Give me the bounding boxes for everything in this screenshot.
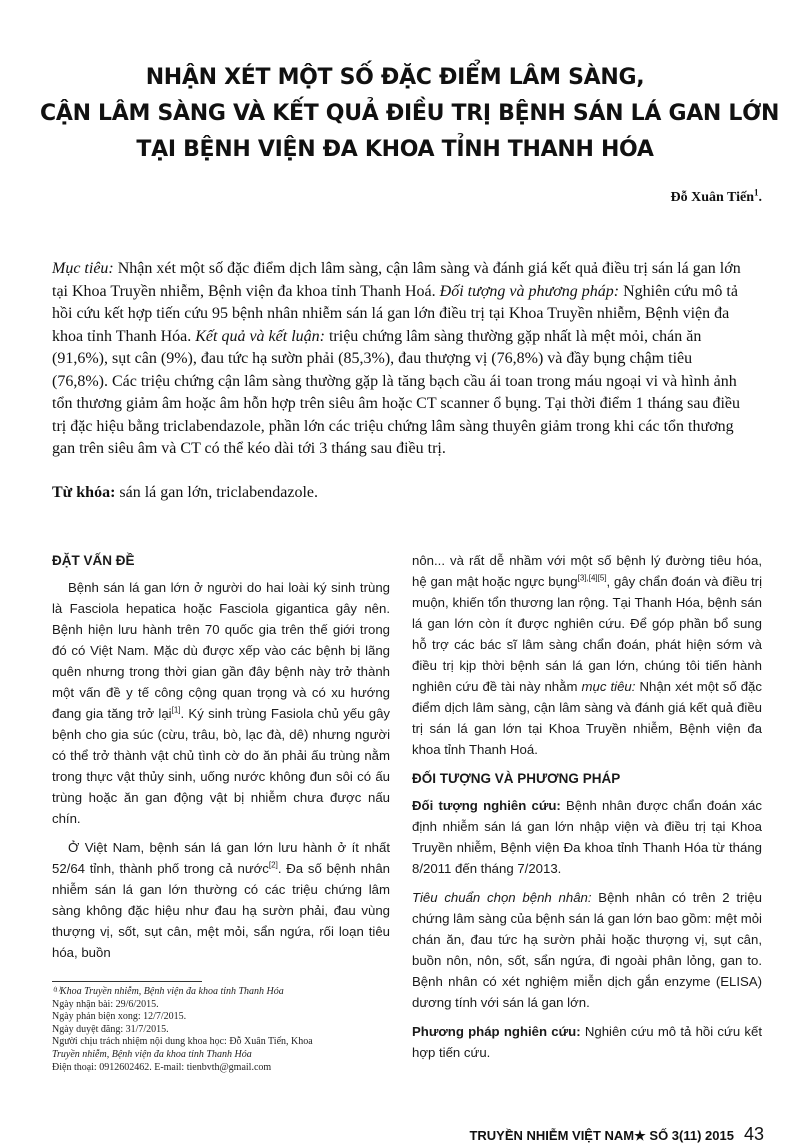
- footnotes: [52, 986, 372, 1074]
- subjects-paragraph: [412, 795, 762, 879]
- intro-paragraph-1: [52, 577, 390, 829]
- right-column: [412, 550, 762, 1063]
- abstract-results: triệu chứng lâm sàng thường gặp nhất là mệt mỏi, chán ăn (91,6%), sụt cân (9%), đau tức hạ sườn phải (85,3%), đau thượng vị (76,8%) và đầy bụng chậm tiêu (76,8%). Các triệu chứng cận lâm sàng thường gặp là tăng bạch cầu ái toan trong máu ngoại vi và hình ảnh tổn thương giảm âm hoặc âm hỗn hợp trên siêu âm hoặc CT scanner ổ bụng. Tại thời điểm 1 tháng sau điều trị đặc hiệu bằng triclabendazole, phần lớn các triệu chứng lâm sàng thuyên giảm trong khi các tổn thương gan trên siêu âm và CT có thể kéo dài tới 3 tháng sau điều trị.: [52, 327, 740, 457]
- criteria-paragraph: [412, 887, 762, 1013]
- intro-cont-text-b: , gây chẩn đoán và điều trị muộn, khiến tổn thương lan rộng. Tại Thanh Hóa, bệnh sán lá gan lớn còn ít được nghiên cứu. Để góp phần bổ sung hỗ trợ các bác sĩ lâm sàng chẩn đoán, phát hiện sớm và điều trị kịp thời bệnh sán lá gan lớn, chúng tôi tiến hành nghiên cứu đề tài này nhằm: [412, 574, 762, 694]
- subjects-text: Bệnh nhân được chẩn đoán xác định nhiễm sán lá gan lớn nhập viện và điều trị tại Khoa Truyền nhiễm, Bệnh viện Đa khoa tỉnh Thanh Hóa từ tháng 8/2011 đến tháng 7/2013.: [412, 798, 762, 876]
- abstract-objective-label: Mục tiêu:: [52, 260, 114, 277]
- title-line-1: NHẬN XÉT MỘT SỐ ĐẶC ĐIỂM LÂM SÀNG,: [145, 65, 645, 90]
- keywords: [52, 484, 752, 502]
- footnote-accepted: Ngày duyệt đăng: 31/7/2015.: [52, 1023, 169, 1035]
- intro-p2-text-b: . Đa số bệnh nhân nhiễm sán lá gan lớn thường có các triệu chứng lâm sàng không đặc hiệu như đau hạ sườn phải, đau vùng thượng vị, sốt, sụt cân, mệt mỏi, sẩn ngứa, rối loạn tiêu hóa, buồn: [52, 861, 390, 960]
- abstract-methods: Nghiên cứu mô tả hồi cứu kết hợp tiến cứu 95 bệnh nhân nhiễm sán lá gan lớn điều trị tại Khoa Truyền nhiễm, Bệnh viện đa khoa tỉnh Thanh Hóa.: [52, 282, 738, 345]
- footnote-affiliation: ⁽¹⁾Khoa Truyền nhiễm, Bệnh viện đa khoa tỉnh Thanh Hóa: [52, 986, 284, 997]
- footnote-contact: Điện thoại: 0912602462. E-mail: tienbvth@gmail.com: [52, 1061, 272, 1073]
- section-heading-methods: ĐỐI TƯỢNG VÀ PHƯƠNG PHÁP: [412, 771, 621, 786]
- abstract-objective: Nhận xét một số đặc điểm dịch lâm sàng, cận lâm sàng và đánh giá kết quả điều trị sán lá gan lớn tại Khoa Truyền nhiễm, Bệnh viện đa khoa tỉnh Thanh Hoá.: [52, 260, 741, 300]
- intro-cont-text-a: nôn... và rất dễ nhầm với một số bệnh lý đường tiêu hóa, hệ gan mật hoặc ngực bụng: [412, 553, 762, 589]
- citation-2: [2]: [268, 860, 278, 870]
- author-suffix: .: [758, 190, 762, 205]
- objective-label: mục tiêu:: [581, 679, 636, 694]
- footnote-divider: [52, 981, 202, 982]
- intro-p1-text-b: . Ký sinh trùng Fasiola chủ yếu gây bệnh cho gia súc (cừu, trâu, bò, lạc đà, dê) nhưng người có thể trở thành vật chủ tình cờ do ăn phải ấu trùng nằm trong thực vật thủy sinh, uống nước không đun sôi có ấu trùng hoặc ăn gan động vật bị nhiễm chưa được nấu chín.: [52, 706, 391, 826]
- intro-p2-text-a: Ở Việt Nam, bệnh sán lá gan lớn lưu hành ở ít nhất 52/64 tỉnh, thành phố trong cả nước: [52, 840, 390, 876]
- section-heading-introduction: ĐẶT VẤN ĐỀ: [52, 553, 135, 568]
- author: [670, 187, 762, 206]
- intro-cont-text-c: Nhận xét một số đặc điểm dịch lâm sàng, cận lâm sàng và đánh giá kết quả điều trị sán lá gan lớn tại Khoa Truyền nhiễm, Bệnh viện đa khoa tỉnh Thanh Hoá.: [412, 679, 762, 757]
- journal-name: TRUYỀN NHIỄM VIỆT NAM★ SỐ 3(11) 2015: [469, 1128, 734, 1143]
- citation-3-5: [3],[4][5]: [577, 573, 607, 583]
- abstract-results-label: Kết quả và kết luận:: [195, 327, 325, 345]
- author-affiliation-mark: 1: [754, 187, 759, 198]
- intro-paragraph-2: [52, 837, 390, 963]
- footnote-received: Ngày nhận bài: 29/6/2015.: [52, 998, 159, 1010]
- author-name: Đỗ Xuân Tiến: [670, 190, 754, 205]
- intro-p1-text-a: Bệnh sán lá gan lớn ở người do hai loài ký sinh trùng là Fasciola hepatica hoặc Fasciola gigantica gây nên. Bệnh hiện lưu hành trên 70 quốc gia trên thế giới trong đó có Việt Nam. Mặc dù được xếp vào các bệnh bị lãng quên nhưng trong thời gian gần đây bệnh này trở thành một vấn đề y tế công cộng quan trọng và có xu hướng đang gia tăng trở lại: [52, 580, 390, 721]
- article-title: [40, 60, 780, 168]
- keywords-label: Từ khóa:: [52, 484, 116, 501]
- criteria-text: Bệnh nhân có trên 2 triệu chứng lâm sàng của bệnh sán lá gan lớn bao gồm: mệt mỏi chán ăn, đau tức hạ sườn phải hoặc thượng vị, sụt cân, buồn nôn, nôn, sốt, sẩn ngứa, đi ngoài phân lỏng, gan to. Bệnh nhân có xét nghiệm miễn dịch gắn enzyme (ELISA) dương tính với sán lá gan lớn.: [412, 890, 762, 1010]
- left-column: [52, 550, 390, 963]
- footnote-responsible-affiliation: Truyền nhiễm, Bệnh viện đa khoa tỉnh Thanh Hóa: [52, 1048, 252, 1060]
- method-paragraph: [412, 1021, 762, 1063]
- abstract: [52, 258, 752, 461]
- criteria-label: Tiêu chuẩn chọn bệnh nhân:: [412, 890, 592, 905]
- footnote-reviewed: Ngày phản biện xong: 12/7/2015.: [52, 1011, 187, 1023]
- subjects-label: Đối tượng nghiên cứu:: [412, 798, 561, 813]
- keywords-text: sán lá gan lớn, triclabendazole.: [115, 484, 319, 501]
- page-number: 43: [743, 1124, 764, 1144]
- footnote-responsible: Người chịu trách nhiệm nội dung khoa học: Đỗ Xuân Tiến, Khoa: [52, 1036, 313, 1048]
- page-footer: [469, 1124, 764, 1145]
- title-line-3: TẠI BỆNH VIỆN ĐA KHOA TỈNH THANH HÓA: [136, 137, 654, 162]
- citation-1: [1]: [171, 705, 181, 715]
- method-label: Phương pháp nghiên cứu:: [412, 1024, 581, 1039]
- title-line-2: CẬN LÂM SÀNG VÀ KẾT QUẢ ĐIỀU TRỊ BỆNH SÁN LÁ GAN LỚN: [40, 101, 780, 126]
- abstract-methods-label: Đối tượng và phương pháp:: [439, 282, 620, 300]
- intro-paragraph-continued: [412, 550, 762, 760]
- method-text: Nghiên cứu mô tả hồi cứu kết hợp tiến cứu.: [412, 1024, 762, 1060]
